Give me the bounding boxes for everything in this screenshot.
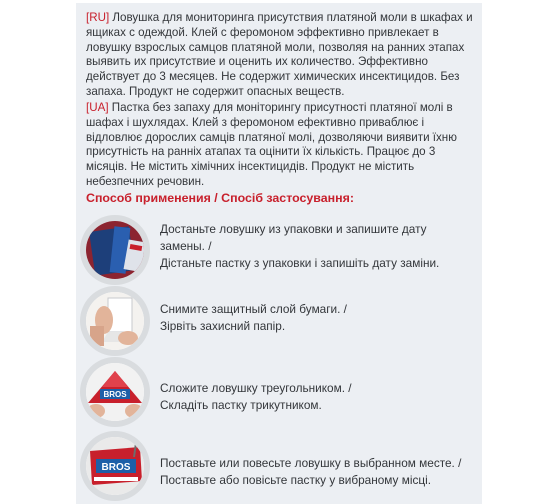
place-trap-icon — [80, 431, 150, 501]
icon-brand-text-2: BROS — [101, 462, 131, 473]
step-2-line-1: Снимите защитный слой бумаги. / — [160, 302, 347, 316]
step-4-line-1: Поставьте или повесьте ловушку в выбранном месте. / — [160, 456, 462, 470]
step-1-text — [160, 221, 439, 272]
step-3-text — [160, 380, 352, 414]
ru-tag: [RU] — [86, 11, 110, 24]
package-icon — [80, 215, 150, 285]
step-3-line-1: Сложите ловушку треугольником. / — [160, 381, 352, 395]
step-4 — [80, 431, 480, 501]
ru-description — [86, 11, 478, 100]
step-1-line-1: Достаньте ловушку из упаковки и запишите дату — [160, 222, 427, 236]
step-3-line-2: Складіть пастку трикутником. — [160, 398, 322, 412]
ua-tag: [UA] — [86, 101, 109, 114]
step-4-text — [160, 455, 461, 489]
step-2-text — [160, 301, 347, 335]
step-2 — [80, 286, 480, 356]
step-1 — [80, 215, 480, 285]
step-1-line-2: замены. / — [160, 239, 212, 253]
peel-paper-icon — [80, 286, 150, 356]
fold-triangle-icon — [80, 357, 150, 427]
ua-description — [86, 101, 478, 190]
step-3 — [80, 357, 480, 427]
icon-brand-text: BROS — [103, 390, 127, 399]
step-1-line-3: Дістаньте пастку з упаковки і запишіть дату заміни. — [160, 256, 440, 270]
ua-text: Пастка без запаху для моніторингу присутності платяної молі в шафах і шухлядах. Клей з феромоном ефективно приваблює і відловлює дорослих самців платяної молі, дозволяючи виявити їхню присутність на ранніх атапах та оцінити їх кількість. Працює до 3 місяців. Не містить хімічних інсектицидів. Продукт не містить небезпечних речовин. — [86, 101, 457, 188]
ru-text: Ловушка для мониторинга присутствия платяной моли в шкафах и ящиках с одеждой. Клей с феромоном эффективно привлекает в ловушку взрослых самцов платяной моли, позволяя на ранних этапах выявить их присутствие и оценить их количество. Эффективно действует до 3 месяцев. Не содержит химических инсектицидов. Без запаха. Продукт не содержит опасных веществ. — [86, 11, 473, 98]
usage-heading: Способ применения / Спосіб застосування: — [86, 191, 354, 205]
step-4-line-2: Поставьте або повісьте пастку у вибраному місці. — [160, 473, 432, 487]
instruction-panel — [76, 3, 482, 504]
step-2-line-2: Зірвіть захисний папір. — [160, 319, 286, 333]
